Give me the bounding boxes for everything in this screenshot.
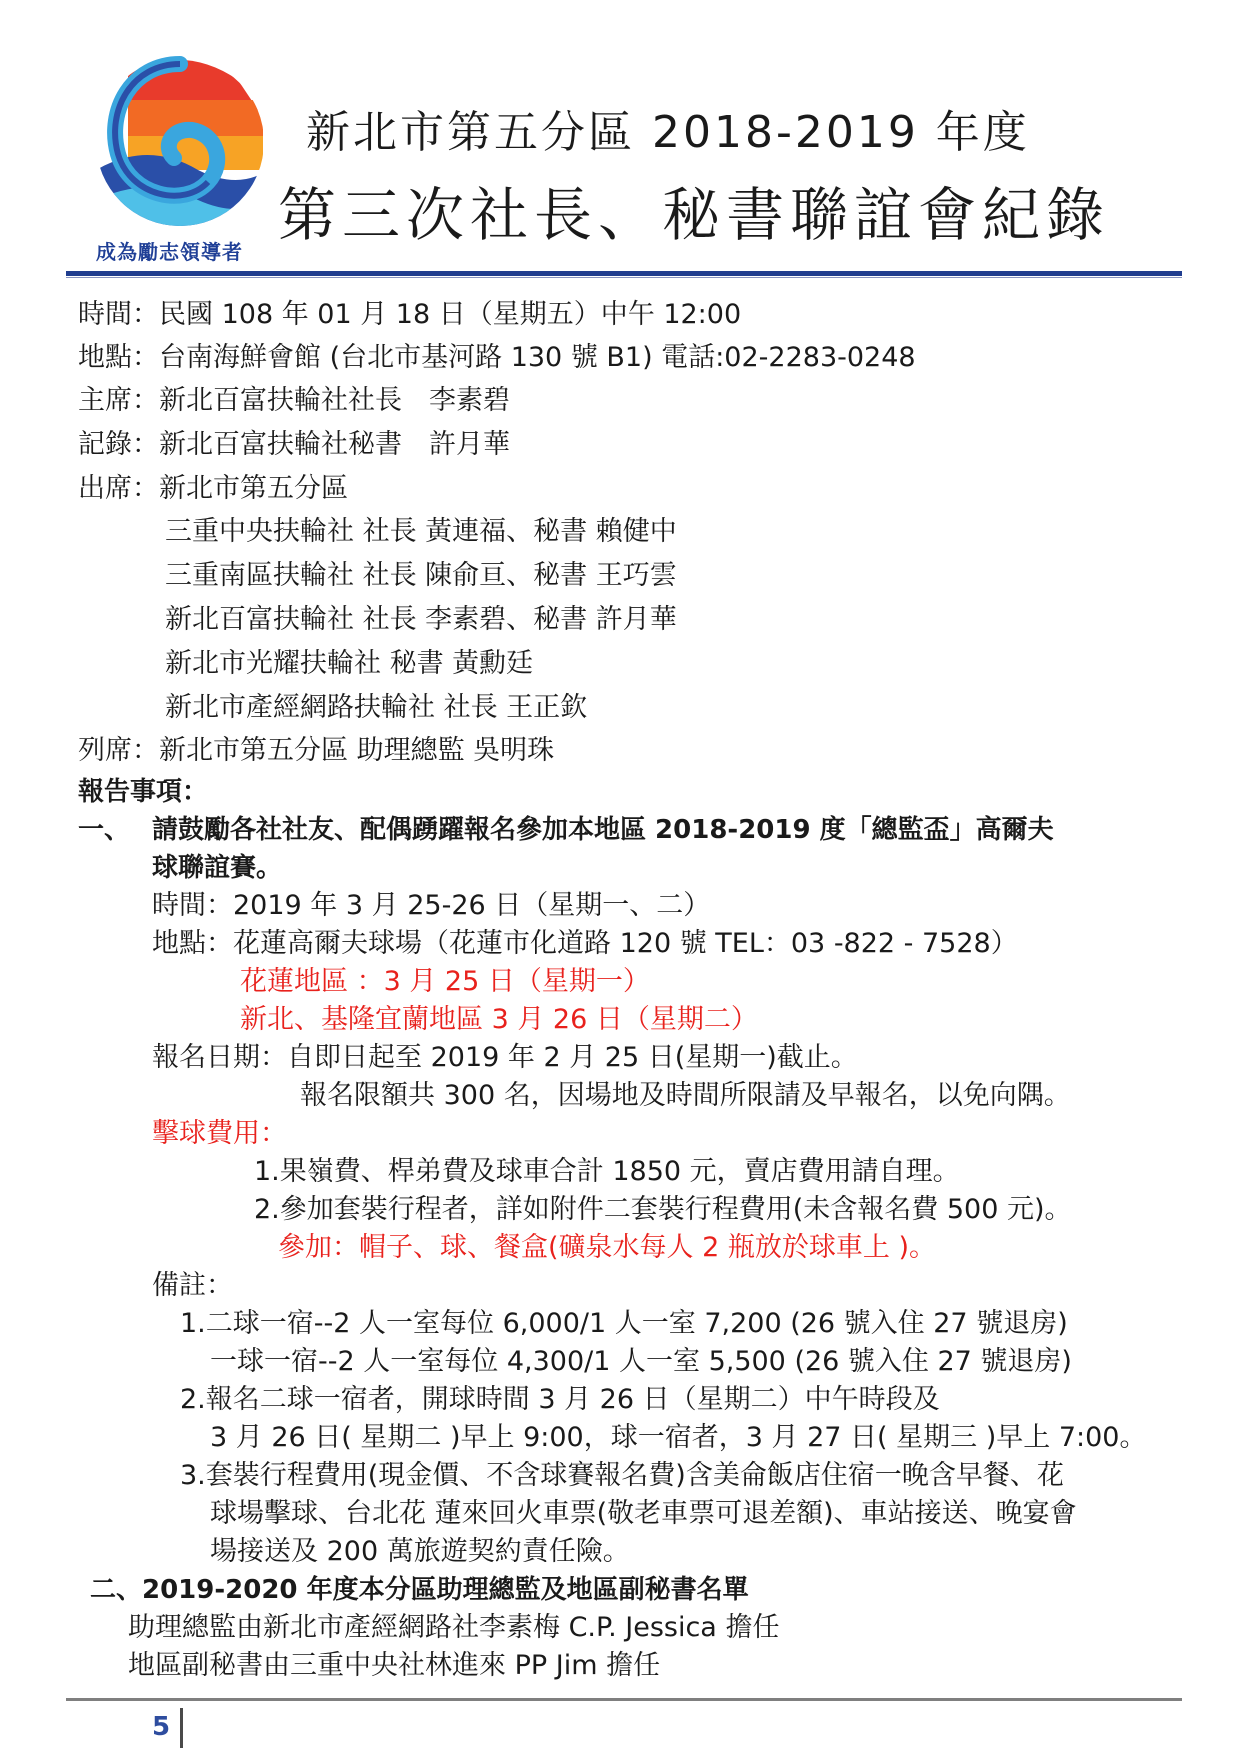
rotary-wave-logo [88,50,270,250]
page-number: 5 [152,1712,171,1742]
registration-date: 報名日期：自即日起至 2019 年 2 月 25 日(星期一)截止。 [152,1042,858,1073]
registration-quota: 報名限額共 300 名，因場地及時間所限請及早報名，以免向隅。 [300,1080,1071,1111]
item2-line: 助理總監由新北市產經網路社李素梅 C.P. Jessica 擔任 [128,1612,780,1643]
logo-motto: 成為勵志領導者 [96,240,243,264]
attendee-item: 三重南區扶輪社 社長 陳俞亘、秘書 王巧雲 [165,560,677,591]
attendee-item: 新北市光耀扶輪社 秘書 黃勳廷 [165,648,534,679]
title-line2: 第三次社長、秘書聯誼會紀錄 [278,181,1111,249]
attendee-item: 新北市產經網路扶輪社 社長 王正欽 [165,692,588,723]
page-number-bar [180,1708,183,1748]
note-line: 2.報名二球一宿者，開球時間 3 月 26 日（星期二）中午時段及 [180,1384,940,1415]
event-place: 地點：花蓮高爾夫球場（花蓮市化道路 120 號 TEL：03 -822 - 7528） [152,928,1018,959]
fee-item: 2.參加套裝行程者，詳如附件二套裝行程費用(未含報名費 500 元)。 [254,1194,1072,1225]
header-divider-thin [66,277,1182,278]
fee-label: 擊球費用： [152,1118,287,1149]
note-line: 3.套裝行程費用(現金價、不含球賽報名費)含美侖飯店住宿一晚含早餐、花 [180,1460,1064,1491]
schedule-hualien: 花蓮地區 ：3 月 25 日（星期一） [240,966,650,997]
item1-title-cont: 球聯誼賽。 [152,853,283,883]
item2-title: 二、2019-2020 年度本分區助理總監及地區副秘書名單 [90,1575,749,1605]
meeting-recorder: 記錄：新北百富扶輪社秘書 許月華 [78,429,510,460]
attendance-label: 出席：新北市第五分區 [78,473,348,504]
note-line: 場接送及 200 萬旅遊契約責任險。 [210,1536,630,1567]
item1-number: 一、 [78,815,131,845]
title-line1: 新北市第五分區 2018-2019 年度 [306,107,1030,158]
meeting-place: 地點：台南海鮮會館 (台北市基河路 130 號 B1) 電話:02-2283-0248 [78,342,916,373]
note-line: 3 月 26 日( 星期二 )早上 9:00，球一宿者，3 月 27 日( 星期三 )早上 7:00。 [210,1422,1147,1453]
event-time: 時間：2019 年 3 月 25-26 日（星期一、二） [152,890,711,921]
attendee-item: 三重中央扶輪社 社長 黃連福、秘書 賴健中 [165,516,677,547]
note-line: 一球一宿--2 人一室每位 4,300/1 人一室 5,500 (26 號入住 27 號退房) [210,1346,1072,1377]
footer-divider [66,1698,1182,1701]
note-line: 1.二球一宿--2 人一室每位 6,000/1 人一室 7,200 (26 號入住 27 號退房) [180,1308,1068,1339]
meeting-time: 時間：民國 108 年 01 月 18 日（星期五）中午 12:00 [78,299,742,330]
header-divider [66,271,1182,276]
meeting-chair: 主席：新北百富扶輪社社長 李素碧 [78,385,510,416]
item1-title: 請鼓勵各社社友、配偶踴躍報名參加本地區 2018-2019 度「總監盃」高爾夫 [152,815,1054,845]
notes-label: 備註： [152,1270,233,1301]
report-heading: 報告事項： [78,777,209,807]
fee-included: 參加：帽子、球、餐盒(礦泉水每人 2 瓶放於球車上 )。 [278,1232,936,1263]
schedule-north: 新北、基隆宜蘭地區 3 月 26 日（星期二） [240,1004,758,1035]
attendee-item: 新北百富扶輪社 社長 李素碧、秘書 許月華 [165,604,677,635]
meeting-observer: 列席：新北市第五分區 助理總監 吳明珠 [78,735,555,766]
fee-item: 1.果嶺費、桿弟費及球車合計 1850 元，賣店費用請自理。 [254,1156,960,1187]
item2-line: 地區副秘書由三重中央社林進來 PP Jim 擔任 [128,1650,661,1681]
note-line: 球場擊球、台北花 蓮來回火車票(敬老車票可退差額)、車站接送、晚宴會 [210,1498,1077,1529]
